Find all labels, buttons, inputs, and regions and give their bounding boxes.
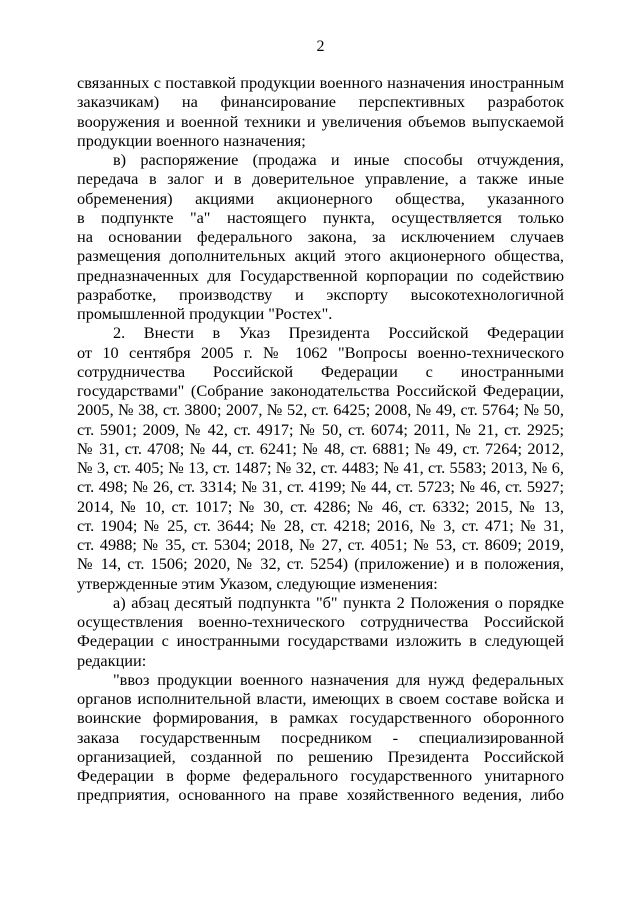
page-number: 2 (316, 38, 325, 55)
text-line: Федерации в форме федерального государственного унитарного (77, 766, 564, 785)
text-line: осуществления военно-технического сотрудничества Российской (77, 612, 564, 631)
text-line: промышленной продукции "Ростех". (77, 304, 333, 323)
text-line: 2014, № 10, ст. 1017; № 30, ст. 4286; № 46, ст. 6332; 2015, № 13, (77, 496, 564, 516)
text-line: редакции: (77, 650, 147, 670)
text-line: 2005, № 38, ст. 3800; 2007, № 52, ст. 6425; 2008, № 49, ст. 5764; № 50, (77, 400, 564, 420)
text-line: обременения) акциями акционерного общества, указанного (77, 188, 564, 208)
text-line: заказчикам) на финансирование перспективных разработок (77, 92, 564, 112)
text-line: № 3, ст. 405; № 13, ст. 1487; № 32, ст. 4483; № 41, ст. 5583; 2013, № 6, (77, 458, 564, 477)
text-line: организацией, созданной по решению Президента Российской (77, 746, 564, 766)
text-line: от 10 сентября 2005 г. № 1062 "Вопросы военно-технического (77, 342, 564, 362)
text-line: сотрудничества Российской Федерации с иностранными (77, 361, 564, 381)
text-line: связанных с поставкой продукции военного назначения иностранным (77, 73, 564, 92)
text-line: а) абзац десятый подпункта "б" пункта 2 Положения о порядке (113, 592, 564, 612)
document-body (77, 73, 564, 805)
text-line: ст. 1904; № 25, ст. 3644; № 28, ст. 4218; 2016, № 3, ст. 471; № 31, (77, 515, 564, 535)
text-line: ст. 498; № 26, ст. 3314; № 31, ст. 4199; № 44, ст. 5723; № 46, ст. 5927; (77, 477, 564, 497)
document-page (77, 38, 564, 805)
text-line: воинские формирования, в рамках государственного оборонного (77, 708, 564, 728)
text-line: предназначенных для Государственной корпорации по содействию (77, 265, 564, 285)
text-line: продукции военного назначения; (77, 130, 306, 150)
text-line: размещения дополнительных акций этого акционерного общества, (77, 246, 564, 266)
text-line: 2. Внести в Указ Президента Российской Федерации (113, 323, 564, 343)
text-line: на основании федерального закона, за исключением случаев (77, 227, 564, 246)
text-line: разработке, производству и экспорту высокотехнологичной (77, 284, 564, 304)
text-line: предприятия, основанного на праве хозяйственного ведения, либо (77, 785, 564, 805)
text-line: утвержденные этим Указом, следующие изменения: (77, 573, 438, 593)
text-line: № 14, ст. 1506; 2020, № 32, ст. 5254) (приложение) и в положения, (77, 554, 564, 574)
text-line: передача в залог и в доверительное управление, а также иные (77, 169, 564, 189)
text-line: государствами" (Собрание законодательства Российской Федерации, (77, 381, 564, 400)
text-line: вооружения и военной техники и увеличения объемов выпускаемой (77, 111, 564, 131)
text-line: в подпункте "а" настоящего пункта, осуществляется только (77, 207, 564, 227)
text-line: в) распоряжение (продажа и иные способы отчуждения, (113, 150, 564, 169)
text-line: Федерации с иностранными государствами изложить в следующей (77, 631, 564, 651)
text-line: органов исполнительной власти, имеющих в своем составе войска и (77, 689, 564, 708)
text-line: заказа государственным посредником - специализированной (77, 727, 564, 747)
text-line: ст. 5901; 2009, № 42, ст. 4917; № 50, ст. 6074; 2011, № 21, ст. 2925; (77, 419, 564, 439)
text-line: ст. 4988; № 35, ст. 5304; 2018, № 27, ст. 4051; № 53, ст. 8609; 2019, (77, 535, 564, 554)
text-line: "ввоз продукции военного назначения для нужд федеральных (113, 669, 564, 689)
text-line: № 31, ст. 4708; № 44, ст. 6241; № 48, ст. 6881; № 49, ст. 7264; 2012, (77, 438, 564, 458)
